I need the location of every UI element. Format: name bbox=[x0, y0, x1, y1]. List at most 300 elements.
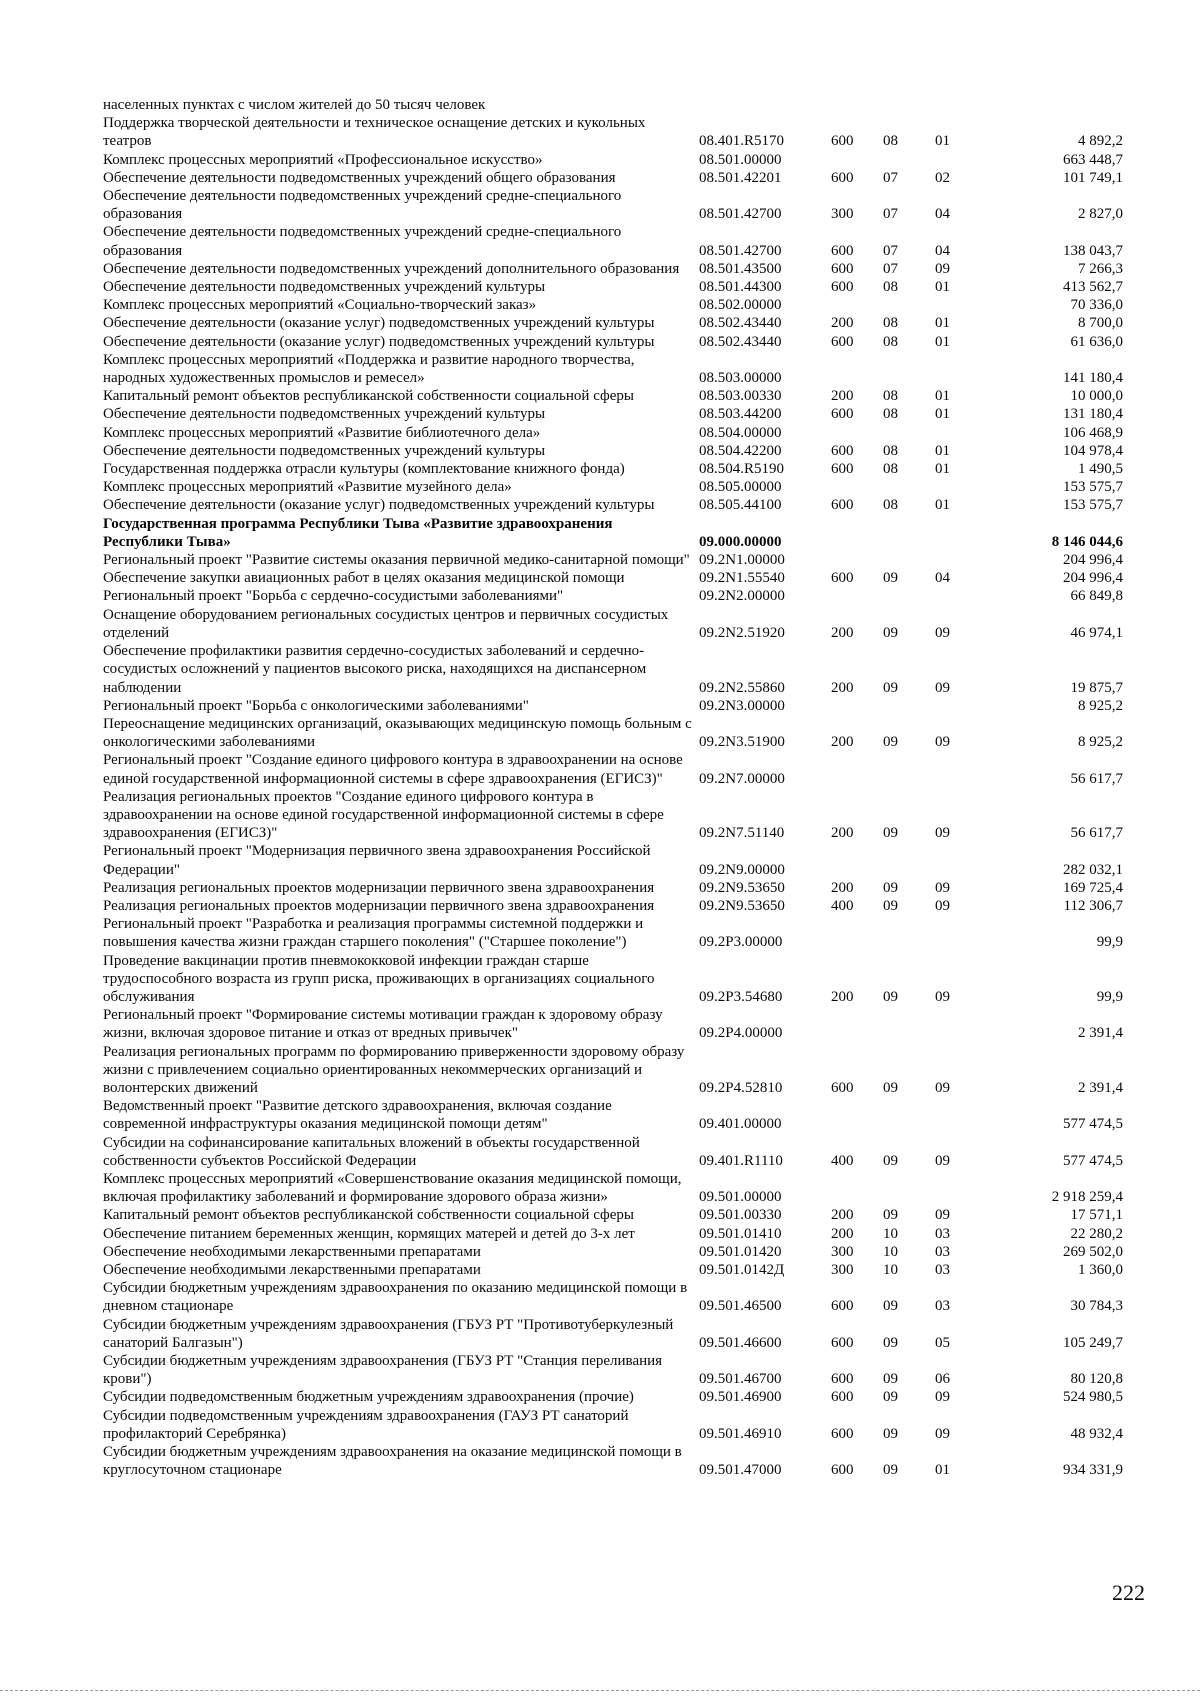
row-target-code: 08.501.42700 bbox=[699, 242, 782, 259]
row-name: Комплекс процессных мероприятий «Развитие музейного дела» bbox=[103, 479, 512, 496]
row-amount: 70 336,0 bbox=[1070, 297, 1123, 314]
table-row bbox=[103, 1279, 1127, 1315]
row-target-code: 09.2N9.53650 bbox=[699, 879, 785, 896]
row-name: Субсидии бюджетным учреждениям здравоохранения на оказание медицинской помощи в круглосуточном стационаре bbox=[103, 1444, 682, 1479]
row-section: 09 bbox=[883, 879, 898, 896]
row-target-code: 08.501.42201 bbox=[699, 169, 782, 186]
row-target-code: 08.501.44300 bbox=[699, 279, 782, 296]
row-name: Обеспечение деятельности подведомственных учреждений дополнительного образования bbox=[103, 260, 680, 277]
row-target-code: 08.504.42200 bbox=[699, 442, 782, 459]
row-target-code: 09.501.01420 bbox=[699, 1243, 782, 1260]
row-subsection: 09 bbox=[935, 988, 950, 1005]
row-section bbox=[883, 915, 935, 951]
table-row bbox=[103, 1243, 1127, 1261]
row-section: 07 bbox=[883, 206, 898, 223]
row-section bbox=[883, 424, 935, 442]
row-subsection: 09 bbox=[935, 679, 950, 696]
row-subsection: 03 bbox=[935, 1225, 950, 1242]
row-subsection: 03 bbox=[935, 1298, 950, 1315]
row-target-code: 09.501.0142Д bbox=[699, 1262, 785, 1278]
table-row bbox=[103, 424, 1127, 442]
row-expense-type: 600 bbox=[831, 242, 854, 259]
row-amount: 46 974,1 bbox=[1070, 624, 1123, 641]
row-target-code: 08.401.R5170 bbox=[699, 133, 785, 150]
row-section: 07 bbox=[883, 260, 898, 277]
row-subsection bbox=[935, 296, 987, 314]
row-subsection: 03 bbox=[935, 1262, 950, 1278]
table-row bbox=[103, 1170, 1127, 1206]
row-amount: 48 932,4 bbox=[1070, 1425, 1123, 1442]
row-name: Региональный проект "Борьба с онкологическими заболеваниями" bbox=[103, 697, 529, 714]
row-section: 08 bbox=[883, 388, 898, 405]
row-amount: 282 032,1 bbox=[1063, 861, 1123, 878]
row-expense-type bbox=[831, 1006, 883, 1042]
table-row bbox=[103, 351, 1127, 387]
row-target-code: 08.502.43440 bbox=[699, 315, 782, 332]
row-target-code: 08.503.00000 bbox=[699, 370, 782, 387]
row-amount: 204 996,4 bbox=[1063, 570, 1123, 587]
row-expense-type: 200 bbox=[831, 1225, 854, 1242]
row-name: Обеспечение деятельности подведомственных учреждений общего образования bbox=[103, 169, 616, 186]
row-section: 09 bbox=[883, 624, 898, 641]
row-name: Переоснащение медицинских организаций, оказывающих медицинскую помощь больным с онкологическими заболеваниями bbox=[103, 715, 692, 751]
row-subsection bbox=[935, 1170, 987, 1206]
row-section: 09 bbox=[883, 988, 898, 1005]
row-section bbox=[883, 1097, 935, 1133]
row-name: Обеспечение питанием беременных женщин, кормящих матерей и детей до 3-х лет bbox=[103, 1225, 635, 1242]
row-section: 07 bbox=[883, 169, 898, 186]
row-subsection bbox=[935, 351, 987, 387]
row-amount: 61 636,0 bbox=[1070, 333, 1123, 350]
row-target-code: 09.2N2.51920 bbox=[699, 624, 785, 641]
scan-edge-line bbox=[0, 1690, 1200, 1692]
row-target-code: 09.2N2.55860 bbox=[699, 679, 785, 696]
row-target-code: 09.501.46700 bbox=[699, 1371, 782, 1388]
row-amount: 2 391,4 bbox=[1078, 1079, 1123, 1096]
row-amount: 17 571,1 bbox=[1070, 1207, 1123, 1224]
row-target-code: 09.501.47000 bbox=[699, 1462, 782, 1479]
table-row bbox=[103, 879, 1127, 897]
row-expense-type: 200 bbox=[831, 315, 854, 332]
row-expense-type: 600 bbox=[831, 1298, 854, 1315]
row-expense-type: 600 bbox=[831, 1462, 854, 1479]
row-expense-type bbox=[831, 551, 883, 569]
row-section: 09 bbox=[883, 679, 898, 696]
row-expense-type: 600 bbox=[831, 497, 854, 514]
row-section bbox=[883, 351, 935, 387]
row-name: Комплекс процессных мероприятий «Поддержка и развитие народного творчества, народных художественных промыслов и ремесел» bbox=[103, 351, 635, 387]
row-expense-type: 600 bbox=[831, 279, 854, 296]
row-section bbox=[883, 478, 935, 496]
row-expense-type: 600 bbox=[831, 1079, 854, 1096]
row-amount: 106 468,9 bbox=[1063, 424, 1123, 441]
row-subsection: 01 bbox=[935, 461, 950, 478]
table-row bbox=[103, 1316, 1127, 1352]
row-subsection: 03 bbox=[935, 1243, 950, 1260]
row-name: Обеспечение деятельности (оказание услуг) подведомственных учреждений культуры bbox=[103, 315, 655, 332]
row-name: Региональный проект "Модернизация первичного звена здравоохранения Российской Федерации" bbox=[103, 843, 651, 878]
row-subsection: 01 bbox=[935, 315, 950, 332]
row-subsection: 01 bbox=[935, 442, 950, 459]
table-row bbox=[103, 187, 1127, 223]
row-subsection bbox=[935, 478, 987, 496]
row-amount: 66 849,8 bbox=[1070, 588, 1123, 605]
row-target-code: 08.502.00000 bbox=[699, 297, 782, 314]
row-subsection: 09 bbox=[935, 260, 950, 277]
row-expense-type: 600 bbox=[831, 260, 854, 277]
row-amount: 10 000,0 bbox=[1070, 388, 1123, 405]
row-expense-type bbox=[831, 587, 883, 605]
row-subsection: 09 bbox=[935, 1152, 950, 1169]
budget-table bbox=[103, 96, 1127, 1479]
row-expense-type: 600 bbox=[831, 1389, 854, 1406]
row-amount: 80 120,8 bbox=[1070, 1371, 1123, 1388]
table-row bbox=[103, 496, 1127, 514]
row-amount: 169 725,4 bbox=[1063, 879, 1123, 896]
row-section: 08 bbox=[883, 333, 898, 350]
row-amount: 2 918 259,4 bbox=[1051, 1189, 1123, 1206]
row-section: 08 bbox=[883, 133, 898, 150]
row-amount: 4 892,2 bbox=[1078, 133, 1123, 150]
table-row bbox=[103, 96, 1127, 114]
row-amount: 524 980,5 bbox=[1063, 1389, 1123, 1406]
row-subsection: 09 bbox=[935, 1079, 950, 1096]
row-subsection: 09 bbox=[935, 1425, 950, 1442]
row-subsection: 04 bbox=[935, 570, 950, 587]
row-name: Региональный проект "Создание единого цифрового контура в здравоохранении на основе единой государственной информационной системы в сфере здравоохранения (ЕГИСЗ)" bbox=[103, 752, 683, 787]
table-row bbox=[103, 697, 1127, 715]
table-row bbox=[103, 897, 1127, 915]
row-section bbox=[883, 151, 935, 169]
row-name: Субсидии бюджетным учреждениям здравоохранения (ГБУЗ РТ "Станция переливания крови") bbox=[103, 1353, 663, 1388]
row-name: Обеспечение деятельности подведомственных учреждений средне-специального образования bbox=[103, 224, 622, 259]
row-target-code: 09.501.00330 bbox=[699, 1207, 782, 1224]
table-row bbox=[103, 1407, 1127, 1443]
row-expense-type: 600 bbox=[831, 1371, 854, 1388]
row-name: Оснащение оборудованием региональных сосудистых центров и первичных сосудистых отделений bbox=[103, 606, 669, 641]
row-section bbox=[883, 1006, 935, 1042]
table-row bbox=[103, 952, 1127, 1007]
row-target-code: 09.401.R1110 bbox=[699, 1152, 783, 1169]
row-expense-type: 200 bbox=[831, 825, 854, 842]
row-subsection: 05 bbox=[935, 1334, 950, 1351]
row-section: 09 bbox=[883, 1462, 898, 1479]
row-subsection: 04 bbox=[935, 242, 950, 259]
row-name: Обеспечение деятельности подведомственных учреждений культуры bbox=[103, 442, 546, 459]
budget-table-body bbox=[103, 96, 1127, 1479]
table-row bbox=[103, 515, 1127, 551]
row-amount: 30 784,3 bbox=[1070, 1298, 1123, 1315]
row-amount: 105 249,7 bbox=[1063, 1334, 1123, 1351]
row-target-code: 09.501.01410 bbox=[699, 1225, 782, 1242]
row-section: 09 bbox=[883, 825, 898, 842]
row-expense-type: 200 bbox=[831, 679, 854, 696]
table-row bbox=[103, 606, 1127, 642]
row-subsection bbox=[935, 587, 987, 605]
row-subsection: 09 bbox=[935, 1207, 950, 1224]
row-target-code: 09.2N3.00000 bbox=[699, 697, 785, 714]
row-subsection: 09 bbox=[935, 734, 950, 751]
table-row bbox=[103, 1134, 1127, 1170]
row-expense-type: 600 bbox=[831, 1425, 854, 1442]
row-expense-type: 200 bbox=[831, 879, 854, 896]
table-row bbox=[103, 587, 1127, 605]
row-amount: 204 996,4 bbox=[1063, 552, 1123, 569]
row-amount: 8 146 044,6 bbox=[1051, 533, 1123, 550]
row-name: Комплекс процессных мероприятий «Совершенствование оказания медицинской помощи, включая профилактику заболеваний и формирование здорового образа жизни» bbox=[103, 1170, 682, 1206]
row-expense-type: 600 bbox=[831, 461, 854, 478]
row-section bbox=[883, 587, 935, 605]
row-expense-type bbox=[831, 1097, 883, 1133]
row-section: 08 bbox=[883, 497, 898, 514]
row-target-code: 09.2N3.51900 bbox=[699, 734, 785, 751]
row-amount bbox=[987, 96, 1127, 114]
row-section: 08 bbox=[883, 315, 898, 332]
row-name: Комплекс процессных мероприятий «Развитие библиотечного дела» bbox=[103, 424, 541, 441]
table-row bbox=[103, 788, 1127, 843]
row-target-code: 08.505.00000 bbox=[699, 479, 782, 496]
row-amount: 269 502,0 bbox=[1063, 1243, 1123, 1260]
row-subsection: 02 bbox=[935, 169, 950, 186]
row-amount: 56 617,7 bbox=[1070, 770, 1123, 787]
row-amount: 131 180,4 bbox=[1063, 406, 1123, 423]
row-amount: 99,9 bbox=[1096, 934, 1123, 951]
row-amount: 1 360,0 bbox=[1078, 1262, 1123, 1278]
row-section: 07 bbox=[883, 242, 898, 259]
row-name: Ведомственный проект "Развитие детского здравоохранения, включая создание современной инфраструктуры оказания медицинской помощи детям" bbox=[103, 1098, 612, 1133]
row-target-code: 08.505.44100 bbox=[699, 497, 782, 514]
row-target-code: 09.501.46910 bbox=[699, 1425, 782, 1442]
row-amount: 577 474,5 bbox=[1063, 1116, 1123, 1133]
table-row bbox=[103, 223, 1127, 259]
row-amount: 104 978,4 bbox=[1063, 442, 1123, 459]
row-amount: 8 925,2 bbox=[1078, 734, 1123, 751]
row-amount: 934 331,9 bbox=[1063, 1462, 1123, 1479]
row-subsection: 09 bbox=[935, 624, 950, 641]
row-name: Поддержка творческой деятельности и техническое оснащение детских и кукольных театров bbox=[103, 115, 646, 150]
row-section bbox=[883, 751, 935, 787]
row-name: Обеспечение деятельности (оказание услуг) подведомственных учреждений культуры bbox=[103, 333, 655, 350]
row-name: Государственная поддержка отрасли культуры (комплектование книжного фонда) bbox=[103, 461, 625, 478]
row-section bbox=[883, 515, 935, 551]
row-expense-type bbox=[831, 515, 883, 551]
row-name: Обеспечение необходимыми лекарственными препаратами bbox=[103, 1262, 481, 1278]
row-subsection bbox=[935, 551, 987, 569]
row-subsection: 09 bbox=[935, 879, 950, 896]
row-target-code: 08.503.44200 bbox=[699, 406, 782, 423]
row-expense-type: 300 bbox=[831, 206, 854, 223]
row-name: Реализация региональных проектов модернизации первичного звена здравоохранения bbox=[103, 897, 655, 914]
row-subsection: 01 bbox=[935, 1462, 950, 1479]
row-expense-type bbox=[831, 751, 883, 787]
row-amount: 2 391,4 bbox=[1078, 1025, 1123, 1042]
table-row bbox=[103, 915, 1127, 951]
row-section: 09 bbox=[883, 1207, 898, 1224]
row-subsection: 09 bbox=[935, 825, 950, 842]
row-target-code: 09.2P4.00000 bbox=[699, 1025, 783, 1042]
row-target-code: 08.504.R5190 bbox=[699, 461, 785, 478]
row-target-code: 09.2N9.53650 bbox=[699, 897, 785, 914]
table-row bbox=[103, 478, 1127, 496]
row-target-code: 08.501.42700 bbox=[699, 206, 782, 223]
row-name: Обеспечение деятельности (оказание услуг) подведомственных учреждений культуры bbox=[103, 497, 655, 514]
row-target-code: 08.502.43440 bbox=[699, 333, 782, 350]
table-row bbox=[103, 260, 1127, 278]
row-expense-type: 200 bbox=[831, 388, 854, 405]
row-target-code: 08.504.00000 bbox=[699, 424, 782, 441]
row-expense-type bbox=[831, 915, 883, 951]
row-amount: 101 749,1 bbox=[1063, 169, 1123, 186]
row-subsection bbox=[935, 151, 987, 169]
row-subsection: 01 bbox=[935, 133, 950, 150]
row-name: Проведение вакцинации против пневмококковой инфекции граждан старше трудоспособного возраста из групп риска, проживающих в организациях социального обслуживания bbox=[103, 952, 655, 1005]
row-amount: 56 617,7 bbox=[1070, 825, 1123, 842]
row-expense-type: 600 bbox=[831, 570, 854, 587]
row-amount: 1 490,5 bbox=[1078, 461, 1123, 478]
row-target-code: 09.2N2.00000 bbox=[699, 588, 785, 605]
page-number: 222 bbox=[1112, 1580, 1145, 1605]
row-section bbox=[883, 1170, 935, 1206]
row-section: 09 bbox=[883, 897, 898, 914]
row-section: 09 bbox=[883, 1152, 898, 1169]
row-expense-type: 300 bbox=[831, 1262, 854, 1278]
row-expense-type: 400 bbox=[831, 1152, 854, 1169]
row-section: 09 bbox=[883, 1079, 898, 1096]
row-section: 09 bbox=[883, 1334, 898, 1351]
row-target-code: 08.501.43500 bbox=[699, 260, 782, 277]
row-name: Субсидии бюджетным учреждениям здравоохранения по оказанию медицинской помощи в дневном стационаре bbox=[103, 1280, 688, 1315]
row-name: Обеспечение деятельности подведомственных учреждений средне-специального образования bbox=[103, 188, 622, 223]
row-amount: 7 266,3 bbox=[1078, 260, 1123, 277]
row-name: Субсидии подведомственным бюджетным учреждениям здравоохранения (прочие) bbox=[103, 1389, 634, 1406]
row-target-code: 09.501.46900 bbox=[699, 1389, 782, 1406]
row-target-code: 08.503.00330 bbox=[699, 388, 782, 405]
table-row bbox=[103, 1097, 1127, 1133]
table-row bbox=[103, 314, 1127, 332]
row-amount: 153 575,7 bbox=[1063, 479, 1123, 496]
row-section: 08 bbox=[883, 461, 898, 478]
row-name: Субсидии на софинансирование капитальных вложений в объекты государственной собственности субъектов Российской Федерации bbox=[103, 1134, 640, 1169]
row-expense-type bbox=[831, 1170, 883, 1206]
table-row bbox=[103, 333, 1127, 351]
table-row bbox=[103, 1261, 1127, 1279]
row-target-code: 09.2P4.52810 bbox=[699, 1079, 783, 1096]
row-subsection: 04 bbox=[935, 206, 950, 223]
row-section: 08 bbox=[883, 406, 898, 423]
row-name: Реализация региональных проектов "Создание единого цифрового контура в здравоохранении на основе единой государственной информационной системы в сфере здравоохранения (ЕГИСЗ)" bbox=[103, 788, 664, 842]
table-row bbox=[103, 460, 1127, 478]
row-name: Региональный проект "Разработка и реализация программы системной поддержки и повышения качества жизни граждан старшего поколения" ("Старшее поколение") bbox=[103, 916, 644, 951]
row-subsection: 01 bbox=[935, 333, 950, 350]
row-target-code bbox=[699, 96, 831, 114]
row-subsection: 09 bbox=[935, 1389, 950, 1406]
row-subsection bbox=[935, 96, 987, 114]
table-row bbox=[103, 1352, 1127, 1388]
row-subsection bbox=[935, 1097, 987, 1133]
row-expense-type bbox=[831, 151, 883, 169]
row-expense-type: 600 bbox=[831, 169, 854, 186]
row-target-code: 09.501.46500 bbox=[699, 1298, 782, 1315]
row-subsection bbox=[935, 424, 987, 442]
row-name: Капитальный ремонт объектов республиканской собственности социальной сферы bbox=[103, 1207, 634, 1224]
row-name: Обеспечение необходимыми лекарственными препаратами bbox=[103, 1243, 481, 1260]
row-section: 10 bbox=[883, 1225, 898, 1242]
row-amount: 663 448,7 bbox=[1063, 151, 1123, 168]
table-row bbox=[103, 715, 1127, 751]
row-section: 09 bbox=[883, 1371, 898, 1388]
row-name: населенных пунктах с числом жителей до 50 тысяч человек bbox=[103, 97, 486, 113]
row-amount: 577 474,5 bbox=[1063, 1152, 1123, 1169]
row-section: 09 bbox=[883, 1298, 898, 1315]
row-name: Региональный проект "Формирование системы мотивации граждан к здоровому образу жизни, включая здоровое питание и отказ от вредных привычек" bbox=[103, 1007, 663, 1042]
table-row bbox=[103, 551, 1127, 569]
row-amount: 138 043,7 bbox=[1063, 242, 1123, 259]
row-section: 10 bbox=[883, 1262, 898, 1278]
row-expense-type: 200 bbox=[831, 734, 854, 751]
row-name: Субсидии бюджетным учреждениям здравоохранения (ГБУЗ РТ "Противотуберкулезный санаторий Балгазын") bbox=[103, 1316, 674, 1351]
row-name: Комплекс процессных мероприятий «Социально-творческий заказ» bbox=[103, 297, 537, 314]
row-name: Обеспечение деятельности подведомственных учреждений культуры bbox=[103, 406, 546, 423]
row-expense-type: 200 bbox=[831, 1207, 854, 1224]
row-target-code: 09.2N1.55540 bbox=[699, 570, 785, 587]
row-target-code: 09.2N7.51140 bbox=[699, 825, 785, 842]
table-row bbox=[103, 751, 1127, 787]
row-expense-type bbox=[831, 96, 883, 114]
row-subsection: 01 bbox=[935, 388, 950, 405]
row-amount: 413 562,7 bbox=[1063, 279, 1123, 296]
row-target-code: 09.2N1.00000 bbox=[699, 552, 785, 569]
table-row bbox=[103, 1006, 1127, 1042]
row-target-code: 08.501.00000 bbox=[699, 151, 782, 168]
row-expense-type bbox=[831, 697, 883, 715]
row-name: Региональный проект "Развитие системы оказания первичной медико-санитарной помощи" bbox=[103, 552, 690, 569]
row-expense-type bbox=[831, 296, 883, 314]
row-target-code: 09.2P3.54680 bbox=[699, 988, 783, 1005]
row-target-code: 09.2N9.00000 bbox=[699, 861, 785, 878]
row-name: Комплекс процессных мероприятий «Профессиональное искусство» bbox=[103, 151, 543, 168]
table-row bbox=[103, 1043, 1127, 1098]
row-section bbox=[883, 842, 935, 878]
row-expense-type: 400 bbox=[831, 897, 854, 914]
row-name: Обеспечение закупки авиационных работ в целях оказания медицинской помощи bbox=[103, 570, 625, 587]
table-row bbox=[103, 642, 1127, 697]
row-amount: 8 925,2 bbox=[1078, 697, 1123, 714]
row-amount: 8 700,0 bbox=[1078, 315, 1123, 332]
row-section bbox=[883, 96, 935, 114]
row-amount: 2 827,0 bbox=[1078, 206, 1123, 223]
row-subsection bbox=[935, 915, 987, 951]
row-amount: 153 575,7 bbox=[1063, 497, 1123, 514]
row-expense-type: 200 bbox=[831, 988, 854, 1005]
row-section bbox=[883, 296, 935, 314]
table-row bbox=[103, 1225, 1127, 1243]
row-expense-type: 600 bbox=[831, 406, 854, 423]
row-subsection: 01 bbox=[935, 497, 950, 514]
row-expense-type bbox=[831, 424, 883, 442]
table-row bbox=[103, 1443, 1127, 1479]
table-row bbox=[103, 151, 1127, 169]
row-name: Субсидии подведомственным учреждениям здравоохранения (ГАУЗ РТ санаторий профилакторий Серебрянка) bbox=[103, 1407, 629, 1442]
row-target-code: 09.000.00000 bbox=[699, 533, 782, 550]
row-section: 09 bbox=[883, 734, 898, 751]
row-target-code: 09.501.00000 bbox=[699, 1189, 782, 1206]
table-row bbox=[103, 1206, 1127, 1224]
row-amount: 112 306,7 bbox=[1063, 897, 1123, 914]
row-expense-type: 600 bbox=[831, 442, 854, 459]
row-target-code: 09.401.00000 bbox=[699, 1116, 782, 1133]
table-row bbox=[103, 278, 1127, 296]
row-amount: 19 875,7 bbox=[1070, 679, 1123, 696]
